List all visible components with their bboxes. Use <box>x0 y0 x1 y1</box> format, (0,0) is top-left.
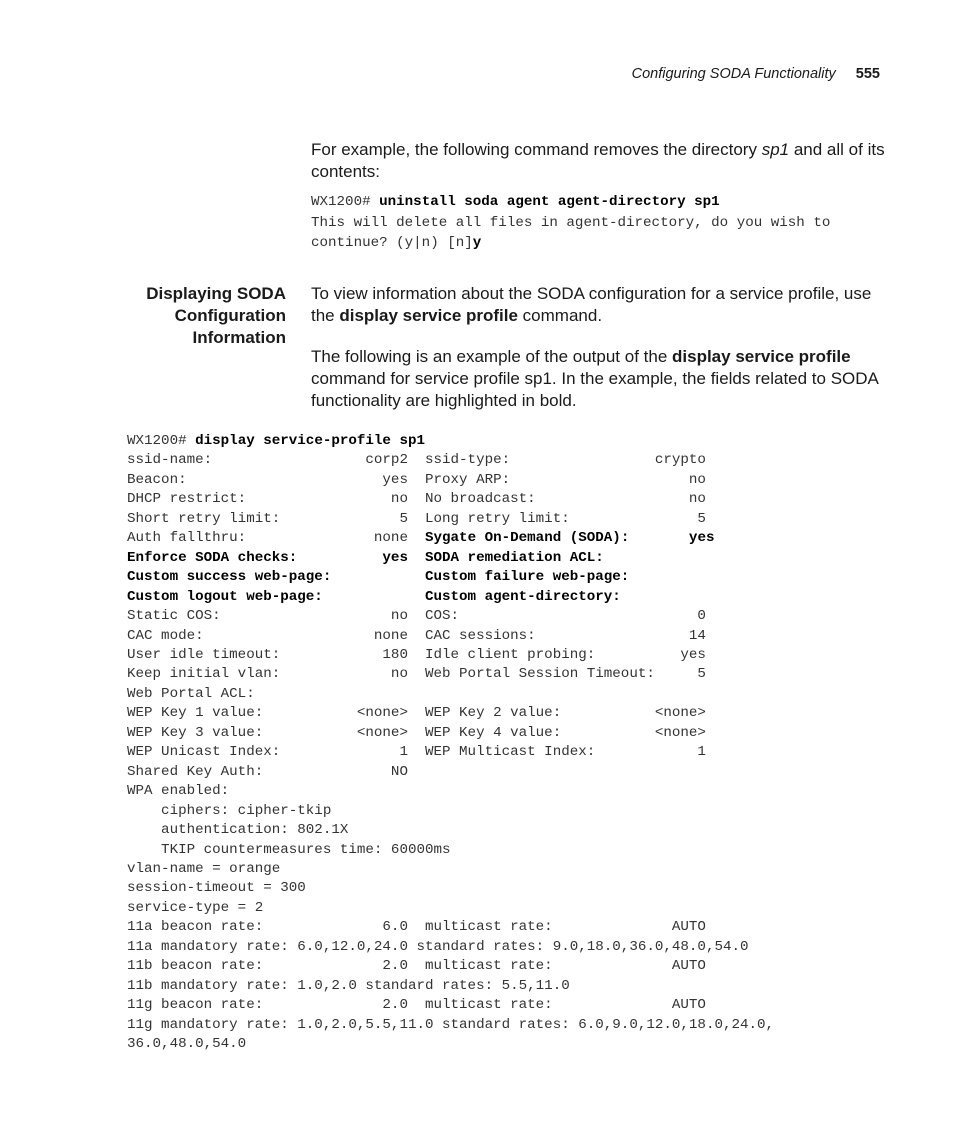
command-name: display service profile <box>339 306 518 325</box>
paragraph-text-end: command for service profile sp1. In the example, the fields related to SODA functionality are highlighted in bold. <box>311 369 878 410</box>
paragraph-text: The following is an example of the output of the <box>311 347 673 366</box>
running-header <box>632 66 880 82</box>
output-line-sygate <box>127 530 714 546</box>
output-line: 11a beacon rate: 6.0 multicast rate: AUTO <box>127 919 706 936</box>
output-line: WEP Key 3 value: <none> WEP Key 4 value: <none> <box>127 724 706 741</box>
output-line: 11b mandatory rate: 1.0,2.0 standard rates: 5.5,11.0 <box>127 977 570 994</box>
section-heading <box>146 283 286 349</box>
output-line-bold: Custom success web-page: Custom failure web-page: <box>127 569 630 586</box>
output-line: Web Portal ACL: <box>127 685 255 702</box>
cli-output-line: continue? (y|n) [n] <box>311 235 473 251</box>
output-line: WEP Unicast Index: 1 WEP Multicast Index: 1 <box>127 744 706 761</box>
output-line: 11a mandatory rate: 6.0,12.0,24.0 standard rates: 9.0,18.0,36.0,48.0,54.0 <box>127 938 749 955</box>
output-line: DHCP restrict: no No broadcast: no <box>127 491 706 508</box>
output-line: session-timeout = 300 <box>127 880 306 897</box>
cli-prompt: WX1200# <box>127 433 196 449</box>
output-line: Beacon: yes Proxy ARP: no <box>127 471 706 488</box>
output-line: TKIP countermeasures time: 60000ms <box>127 841 451 858</box>
output-line: Keep initial vlan: no Web Portal Session Timeout: 5 <box>127 666 706 683</box>
output-line: 11g beacon rate: 2.0 multicast rate: AUTO <box>127 997 706 1014</box>
output-line: WEP Key 1 value: <none> WEP Key 2 value: <none> <box>127 705 706 722</box>
output-line-right-bold: Sygate On-Demand (SODA): yes <box>425 530 715 547</box>
output-line: CAC mode: none CAC sessions: 14 <box>127 627 706 644</box>
output-line: Shared Key Auth: NO <box>127 763 408 780</box>
output-line: 11g mandatory rate: 1.0,2.0,5.5,11.0 standard rates: 6.0,9.0,12.0,18.0,24.0, <box>127 1016 775 1033</box>
running-header-title: Configuring SODA Functionality <box>631 66 836 82</box>
cli-output-line: This will delete all files in agent-directory, do you wish to <box>311 214 831 231</box>
cli-prompt: WX1200# <box>311 194 380 210</box>
output-line: authentication: 802.1X <box>127 822 349 839</box>
section-paragraph-2 <box>311 346 891 412</box>
cli-answer: y <box>472 235 482 251</box>
output-line: vlan-name = orange <box>127 860 281 877</box>
paragraph-text: To view information about the SODA configuration for a service profile, use the <box>311 284 872 325</box>
output-line: 11b beacon rate: 2.0 multicast rate: AUTO <box>127 958 706 975</box>
section-heading-line: Displaying SODA <box>146 284 286 303</box>
display-output-block <box>127 432 774 1055</box>
intro-emphasis: sp1 <box>761 140 790 159</box>
output-line: Short retry limit: 5 Long retry limit: 5 <box>127 510 706 527</box>
cli-command: display service-profile sp1 <box>195 433 425 449</box>
intro-text: For example, the following command removes the directory <box>311 140 762 159</box>
output-line: ciphers: cipher-tkip <box>127 802 332 819</box>
paragraph-text-end: command. <box>517 306 603 325</box>
section-heading-line: Configuration <box>174 306 286 325</box>
intro-paragraph <box>311 139 891 183</box>
output-line: WPA enabled: <box>127 783 230 800</box>
page-number: 555 <box>855 66 880 82</box>
output-line: 36.0,48.0,54.0 <box>127 1036 247 1053</box>
output-line-left: Auth fallthru: none <box>127 530 425 547</box>
output-line-bold: Enforce SODA checks: yes SODA remediation ACL: <box>127 549 604 566</box>
intro-text-end: and all of its contents: <box>311 140 885 181</box>
output-line: User idle timeout: 180 Idle client probing: yes <box>127 646 706 663</box>
section-paragraph-1 <box>311 283 891 327</box>
output-line: ssid-name: corp2 ssid-type: crypto <box>127 452 706 469</box>
output-line: Static COS: no COS: 0 <box>127 608 706 625</box>
uninstall-command-block <box>311 192 830 254</box>
cli-command: uninstall soda agent agent-directory sp1 <box>379 194 720 210</box>
output-line-bold: Custom logout web-page: Custom agent-directory: <box>127 588 621 605</box>
output-line: service-type = 2 <box>127 899 264 916</box>
section-heading-line: Information <box>192 328 286 347</box>
command-name: display service profile <box>672 347 851 366</box>
